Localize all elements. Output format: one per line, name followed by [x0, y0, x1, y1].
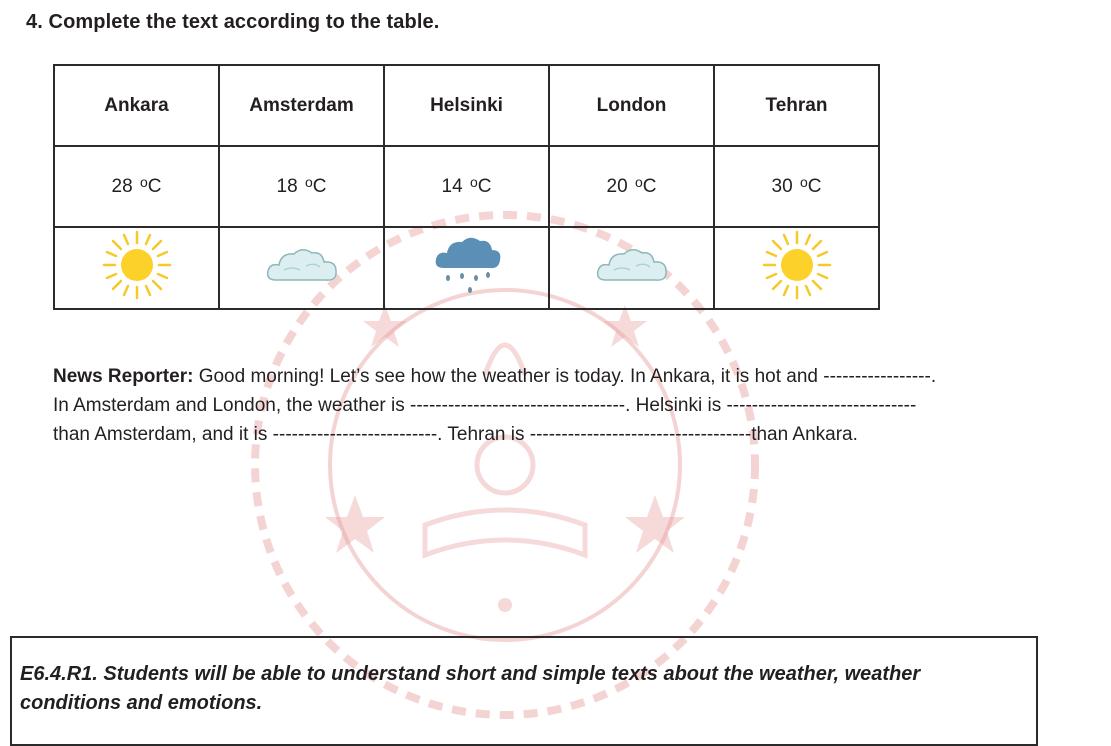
news-report-text [53, 362, 1053, 449]
table-header-row [54, 65, 879, 146]
degree-symbol: o [304, 173, 313, 190]
weather-icon-cell [549, 227, 714, 309]
temperature-cell [549, 146, 714, 227]
city-cell: Amsterdam [219, 65, 384, 146]
temperature-unit: C [312, 175, 327, 197]
cloud-icon [592, 240, 672, 290]
rain-cloud-icon [432, 232, 502, 298]
cloud-icon [262, 240, 342, 290]
temperature-unit: C [147, 175, 162, 197]
temperature-value: 18 [276, 175, 298, 197]
news-line-2: In Amsterdam and London, the weather is ----------------------------------. Helsinki is ------------------------------ [53, 395, 917, 416]
temperature-value: 20 [606, 175, 628, 197]
degree-symbol: o [469, 173, 478, 190]
temperature-unit: C [807, 175, 822, 197]
weather-icon-cell [384, 227, 549, 309]
temperature-value: 14 [441, 175, 463, 197]
temperature-unit: C [477, 175, 492, 197]
table-icon-row [54, 227, 879, 309]
weather-icon-cell [54, 227, 219, 309]
temperature-cell [714, 146, 879, 227]
weather-icon-cell [219, 227, 384, 309]
temperature-cell [384, 146, 549, 227]
temperature-value: 28 [111, 175, 133, 197]
news-line-1: Good morning! Let’s see how the weather is today. In Ankara, it is hot and -----------------. [193, 366, 937, 387]
temperature-cell [54, 146, 219, 227]
news-line-3: than Amsterdam, and it is --------------------------. Tehran is -----------------------------------than Ankara. [53, 424, 858, 445]
task-title: 4. Complete the text according to the table. [26, 11, 440, 33]
city-cell: Helsinki [384, 65, 549, 146]
learning-objective-box: E6.4.R1. Students will be able to understand short and simple texts about the weather, weather conditions and emotions. [10, 636, 1038, 746]
degree-symbol: o [799, 173, 808, 190]
sun-icon [760, 228, 834, 302]
news-reporter-label: News Reporter: [53, 366, 194, 387]
city-cell: Tehran [714, 65, 879, 146]
degree-symbol: o [634, 173, 643, 190]
news-line [53, 362, 1053, 391]
temperature-unit: C [642, 175, 657, 197]
table-temperature-row [54, 146, 879, 227]
city-cell: London [549, 65, 714, 146]
degree-symbol: o [139, 173, 148, 190]
weather-table [53, 64, 880, 310]
city-cell: Ankara [54, 65, 219, 146]
sun-icon [100, 228, 174, 302]
temperature-value: 30 [771, 175, 793, 197]
weather-icon-cell [714, 227, 879, 309]
temperature-cell [219, 146, 384, 227]
